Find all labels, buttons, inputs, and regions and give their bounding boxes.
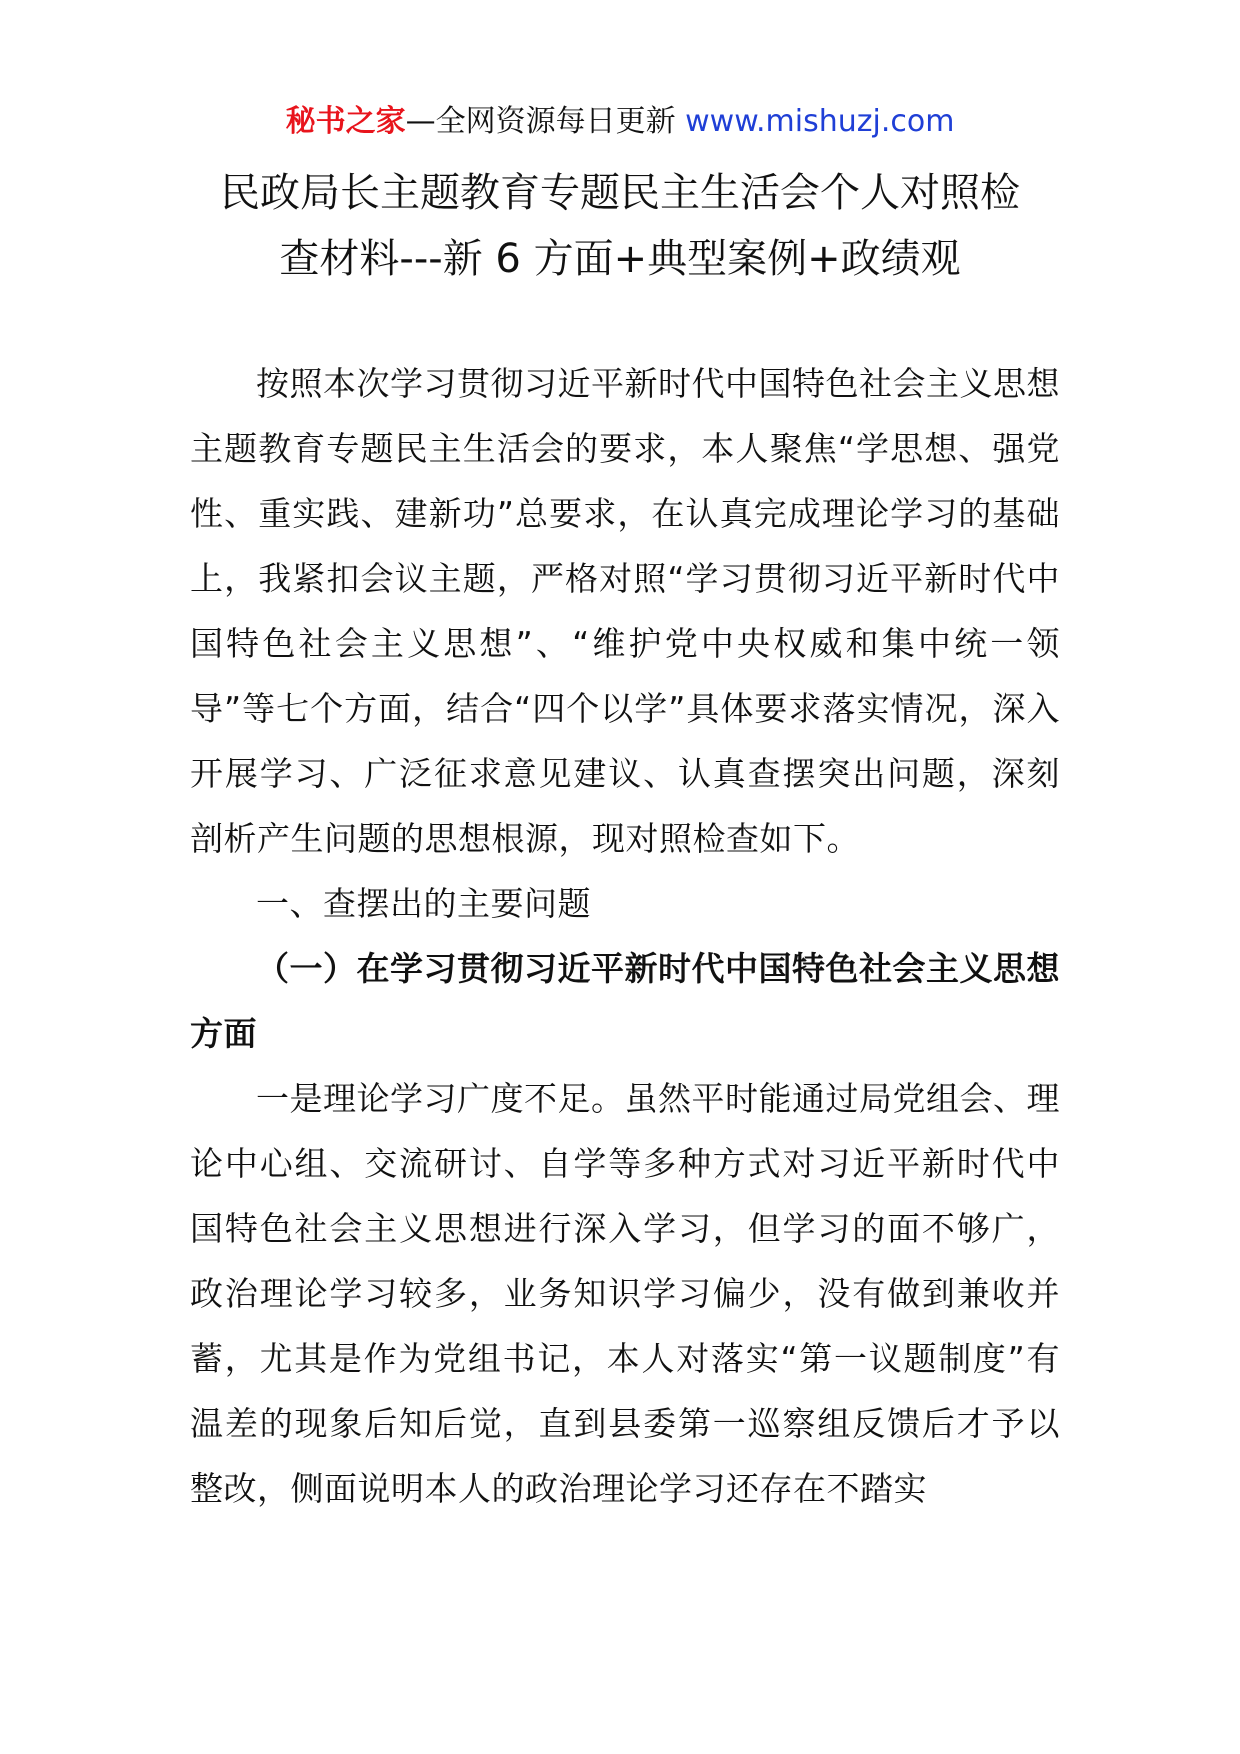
section-heading: 一、查摆出的主要问题 [256,884,591,923]
brand-name: 秘书之家 [285,104,406,139]
body-paragraph: 一是理论学习广度不足。虽然平时能通过局党组会、理论中心组、交流研讨、自学等多种方式对习近平新时代中国特色社会主义思想进行深入学习，但学习的面不够广，政治理论学习较多，业务知识学习偏少，没有做到兼收并蓄，尤其是作为党组书记，本人对落实“第一议题制度”有温差的现象后知后觉，直到县委第一巡察组反馈后才予以整改，侧面说明本人的政治理论学习还存在不踏实 [190,1079,1060,1508]
document-title [150,160,1090,292]
subsection-heading: （一）在学习贯彻习近平新时代中国特色社会主义思想方面 [190,949,1060,1053]
title-line-1: 民政局长主题教育专题民主生活会个人对照检 [220,170,1020,216]
intro-paragraph: 按照本次学习贯彻习近平新时代中国特色社会主义思想主题教育专题民主生活会的要求，本人聚焦“学思想、强党性、重实践、建新功”总要求，在认真完成理论学习的基础上，我紧扣会议主题，严格对照“学习贯彻习近平新时代中国特色社会主义思想”、“维护党中央权威和集中统一领导”等七个方面，结合“四个以学”具体要求落实情况，深入开展学习、广泛征求意见建议、认真查摆突出问题，深刻剖析产生问题的思想根源，现对照检查如下。 [190,364,1060,858]
header-tagline: —全网资源每日更新 [405,104,686,139]
title-line-2: 查材料---新 6 方面+典型案例+政绩观 [279,236,961,282]
document-body [190,351,1060,1521]
site-url: www.mishuzj.com [685,104,955,139]
site-header [0,100,1240,144]
